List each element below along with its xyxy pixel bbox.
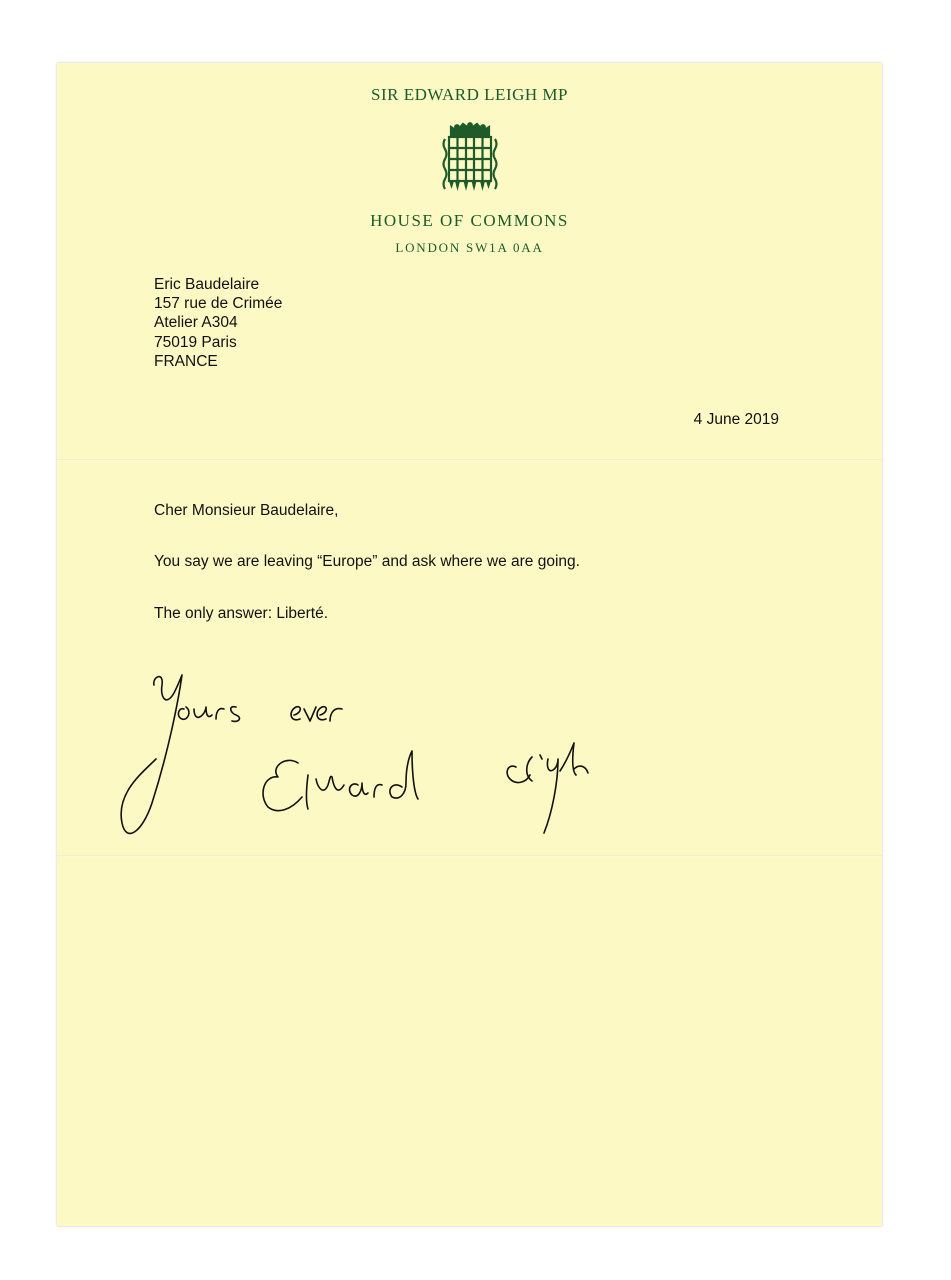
fold-line: [57, 459, 882, 461]
letter-sheet: [57, 63, 882, 1226]
body-paragraph: You say we are leaving “Europe” and ask where we are going.: [154, 553, 580, 570]
letterhead-house: HOUSE OF COMMONS: [370, 211, 569, 230]
address-line: Eric Baudelaire: [154, 276, 260, 293]
salutation: Cher Monsieur Baudelaire,: [154, 502, 339, 519]
letter-date: 4 June 2019: [693, 411, 779, 428]
recipient-address: [154, 275, 282, 371]
address-line: 75019 Paris: [154, 333, 237, 351]
letterhead-name: SIR EDWARD LEIGH MP: [371, 85, 568, 104]
body-paragraph: The only answer: Liberté.: [154, 605, 329, 622]
letterhead-address: LONDON SW1A 0AA: [395, 240, 544, 255]
handwritten-signature: [112, 663, 652, 863]
address-line: FRANCE: [154, 352, 218, 370]
address-line: Atelier A304: [154, 314, 238, 332]
portcullis-icon: [437, 121, 503, 193]
address-line: 157 rue de Crimée: [154, 295, 283, 313]
